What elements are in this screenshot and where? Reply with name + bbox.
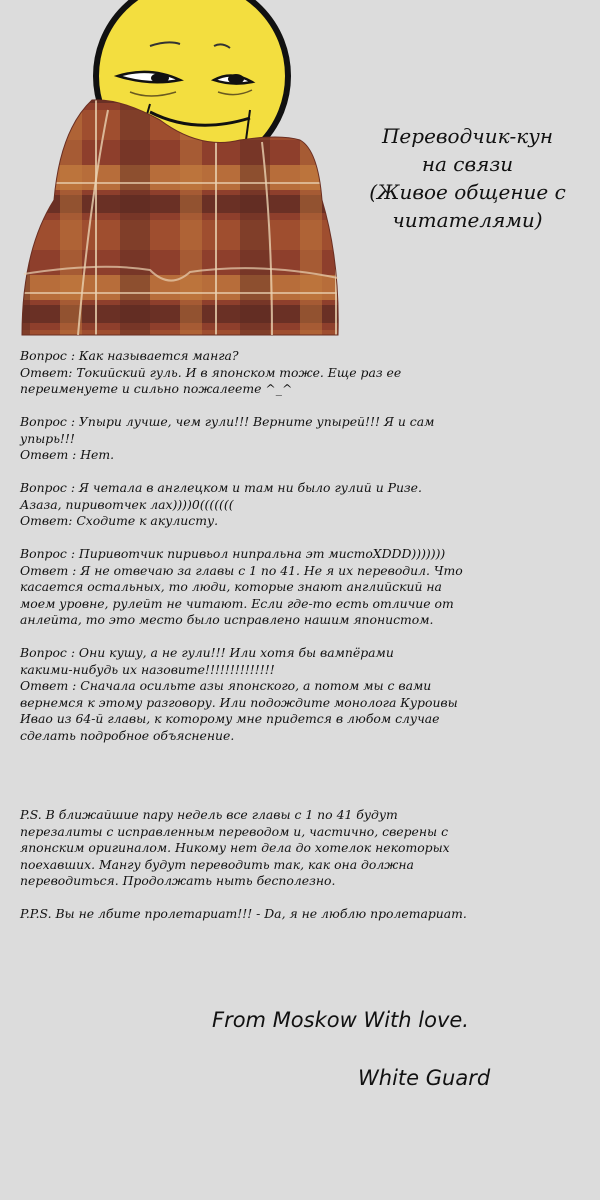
signature-greeting: From Moskow With love. (212, 1008, 469, 1032)
ps-line: поехавших. Мангу будут переводить так, как она должна (20, 856, 414, 872)
title-line: читателями) (392, 208, 543, 232)
qa-entry (20, 546, 590, 629)
title-line: Переводчик-кун (381, 124, 553, 148)
qa-entry (20, 645, 590, 744)
answer-text: сделать подробное объяснение. (20, 727, 235, 743)
answer-text: Ивао из 64-й главы, к которому мне придется в любом случае (20, 711, 440, 726)
answer-text: Ответ : Нет. (20, 447, 115, 462)
question-text: упырь!!! (20, 430, 75, 446)
qa-section (20, 348, 590, 761)
question-text: Вопрос : Они кушу, а не гули!!! Или хотя бы вампёрами (20, 645, 394, 660)
ps-line: японским оригиналом. Никому нет дела до хотелок некоторых (20, 840, 450, 855)
question-text: Азаза, пиривотчек лах))))0((((((( (20, 496, 234, 512)
answer-text: Ответ: Сходите к акулисту. (20, 513, 219, 528)
ps-line: перезалиты с исправленным переводом и, частично, сверены с (20, 823, 449, 839)
question-text: Вопрос : Я четала в англецком и там ни было гулий и Ризе. (20, 480, 422, 495)
answer-text: касается остальных, то люди, которые знают английский на (20, 579, 442, 594)
question-text: какими-нибудь их назовите!!!!!!!!!!!!!! (20, 661, 275, 677)
pps-paragraph: P.P.S. Вы не лбите пролетариат!!! - Da, я не люблю пролетариат. (20, 906, 467, 921)
title-line: (Живое общение с (369, 180, 566, 204)
ps-line: переводиться. Продолжать ныть бесполезно. (20, 873, 336, 888)
answer-text: анлейта, то это место было исправлено нашим японистом. (20, 612, 434, 627)
qa-entry (20, 414, 590, 464)
page-title (345, 122, 590, 234)
qa-entry (20, 480, 590, 530)
postscript-section (20, 807, 590, 939)
question-text: Вопрос : Упыри лучше, чем гули!!! Верните упырей!!! Я и сам (20, 414, 435, 429)
answer-text: моем уровне, рулейт не читают. Если где-то есть отличие от (20, 595, 454, 611)
answer-text: переименуете и сильно пожалеете ^_^ (20, 381, 293, 396)
question-text: Вопрос : Как называется манга? (20, 348, 239, 363)
answer-text: вернемся к этому разговору. Или подождите монолога Куроивы (20, 694, 458, 710)
ps-paragraph (20, 807, 590, 890)
question-text: Вопрос : Пиривотчик пиривьол нипральна эт мистоXDDD))))))) (20, 546, 446, 561)
smiley-in-blanket-illustration (0, 0, 360, 340)
signature-name: White Guard (358, 1066, 491, 1090)
answer-text: Ответ: Токийский гуль. И в японском тоже. Еще раз ее (20, 364, 402, 380)
qa-entry (20, 348, 590, 398)
answer-text: Ответ : Я не отвечаю за главы с 1 по 41. Не я их переводил. Что (20, 562, 463, 578)
ps-line: P.S. В ближайшие пару недель все главы с 1 по 41 будут (20, 807, 398, 822)
title-line: на связи (421, 152, 514, 176)
answer-text: Ответ : Сначала осильте азы японского, а потом мы с вами (20, 678, 432, 693)
